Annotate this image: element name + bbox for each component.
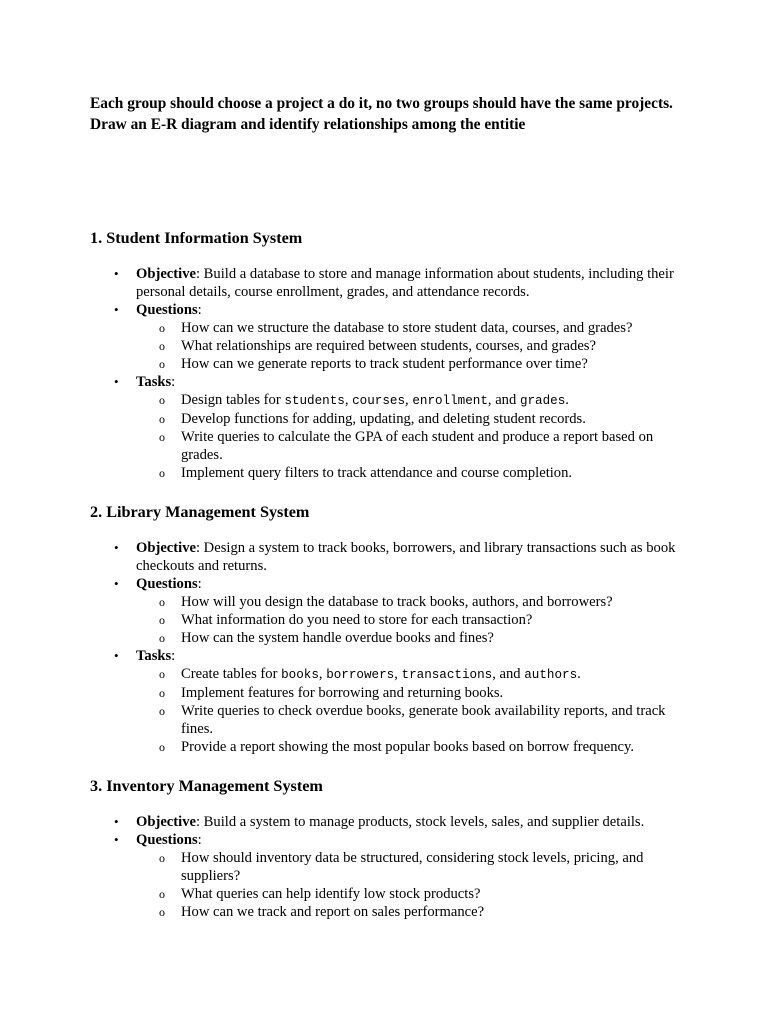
section-title: 3. Inventory Management System: [90, 777, 323, 795]
code-name: grades: [519, 394, 566, 408]
separator: , and: [487, 392, 520, 408]
question-item: [136, 849, 690, 885]
code-name: books: [281, 668, 319, 682]
section-inventory-management-system: [90, 776, 690, 921]
colon-text: :: [171, 648, 176, 664]
objective-item: [90, 539, 690, 575]
code-name: borrowers: [326, 668, 395, 682]
bullet-icon: •: [114, 832, 119, 847]
objective-item: [90, 265, 690, 301]
task-prefix: Design tables for: [181, 392, 285, 408]
objective-label: Objective: [136, 814, 196, 830]
separator: , and: [492, 666, 525, 682]
question-text: What relationships are required between students, courses, and grades?: [181, 338, 596, 354]
circle-bullet-icon: o: [159, 613, 165, 627]
sub-list: [136, 593, 690, 647]
questions-item: [90, 301, 690, 373]
circle-bullet-icon: o: [159, 393, 165, 407]
circle-bullet-icon: o: [159, 631, 165, 645]
circle-bullet-icon: o: [159, 339, 165, 353]
questions-label: Questions: [136, 302, 198, 318]
bullet-icon: •: [114, 648, 119, 663]
question-text: How can we generate reports to track student performance over time?: [181, 356, 588, 372]
objective-item: [90, 813, 690, 831]
circle-bullet-icon: o: [159, 667, 165, 681]
question-text: How can we structure the database to store student data, courses, and grades?: [181, 320, 633, 336]
bullet-list: [90, 813, 690, 921]
sub-list: [136, 849, 690, 921]
section-title: 2. Library Management System: [90, 503, 310, 521]
circle-bullet-icon: o: [159, 466, 165, 480]
task-text: Implement features for borrowing and returning books.: [181, 685, 504, 701]
circle-bullet-icon: o: [159, 887, 165, 901]
question-item: [136, 593, 690, 611]
section-library-management-system: [90, 502, 690, 756]
sub-list: [136, 665, 690, 756]
circle-bullet-icon: o: [159, 704, 165, 718]
task-text: Provide a report showing the most popular books based on borrow frequency.: [181, 739, 634, 755]
sub-list: [136, 319, 690, 373]
question-text: How can the system handle overdue books and fines?: [181, 630, 494, 646]
bullet-list: [90, 265, 690, 482]
tasks-label: Tasks: [136, 374, 172, 390]
task-item: [136, 702, 690, 738]
code-name: transactions: [401, 668, 493, 682]
task-item: [136, 464, 690, 482]
objective-text: : Design a system to track books, borrowers, and library transactions such as book checkouts and returns.: [136, 540, 676, 574]
question-text: How will you design the database to track books, authors, and borrowers?: [181, 594, 613, 610]
circle-bullet-icon: o: [159, 686, 165, 700]
code-name: students: [284, 394, 345, 408]
questions-item: [90, 575, 690, 647]
objective-text: : Build a database to store and manage information about students, including their personal details, course enrollment, grades, and attendance records.: [136, 266, 674, 300]
circle-bullet-icon: o: [159, 430, 165, 444]
task-item: [136, 738, 690, 756]
question-text: What information do you need to store for each transaction?: [181, 612, 533, 628]
task-item: [136, 410, 690, 428]
bullet-icon: •: [114, 374, 119, 389]
questions-label: Questions: [136, 832, 198, 848]
bullet-icon: •: [114, 540, 119, 555]
colon-text: :: [197, 302, 202, 318]
question-item: [136, 337, 690, 355]
task-text: Write queries to calculate the GPA of each student and produce a report based on grades.: [181, 429, 654, 463]
circle-bullet-icon: o: [159, 412, 165, 426]
question-item: [136, 319, 690, 337]
task-prefix: Create tables for: [181, 666, 282, 682]
objective-label: Objective: [136, 266, 196, 282]
circle-bullet-icon: o: [159, 740, 165, 754]
separator: ,: [318, 666, 327, 682]
questions-item: [90, 831, 690, 921]
circle-bullet-icon: o: [159, 321, 165, 335]
section-title: 1. Student Information System: [90, 229, 303, 247]
bullet-icon: •: [114, 814, 119, 829]
objective-label: Objective: [136, 540, 196, 556]
bullet-list: [90, 539, 690, 756]
objective-text: : Build a system to manage products, stock levels, sales, and supplier details.: [195, 814, 645, 830]
colon-text: :: [197, 576, 202, 592]
separator: ,: [344, 392, 353, 408]
circle-bullet-icon: o: [159, 905, 165, 919]
question-text: How should inventory data be structured, considering stock levels, pricing, and suppliers?: [181, 850, 644, 884]
period: .: [577, 666, 581, 682]
bullet-icon: •: [114, 266, 119, 281]
colon-text: :: [171, 374, 176, 390]
question-item: [136, 903, 690, 921]
circle-bullet-icon: o: [159, 357, 165, 371]
sub-list: [136, 391, 690, 482]
bullet-icon: •: [114, 576, 119, 591]
tasks-item: [90, 647, 690, 756]
section-student-information-system: [90, 228, 690, 482]
task-text: Develop functions for adding, updating, and deleting student records.: [181, 411, 586, 427]
questions-label: Questions: [136, 576, 198, 592]
task-item: [136, 391, 690, 410]
bullet-icon: •: [114, 302, 119, 317]
tasks-label: Tasks: [136, 648, 172, 664]
intro-paragraph: Each group should choose a project a do it, no two groups should have the same projects. Draw an E-R diagram and identify relationships among the entitie: [90, 95, 673, 133]
task-item: [136, 684, 690, 702]
question-text: How can we track and report on sales performance?: [181, 904, 485, 920]
separator: ,: [405, 392, 413, 408]
tasks-item: [90, 373, 690, 482]
question-item: [136, 355, 690, 373]
circle-bullet-icon: o: [159, 595, 165, 609]
task-text: Write queries to check overdue books, generate book availability reports, and track fines.: [181, 703, 666, 737]
task-item: [136, 428, 690, 464]
task-item: [136, 665, 690, 684]
question-item: [136, 885, 690, 903]
code-name: courses: [352, 394, 406, 408]
code-name: enrollment: [412, 394, 488, 408]
code-name: authors: [524, 668, 578, 682]
question-item: [136, 611, 690, 629]
colon-text: :: [197, 832, 202, 848]
task-text: Implement query filters to track attendance and course completion.: [181, 465, 573, 481]
period: .: [565, 392, 569, 408]
question-item: [136, 629, 690, 647]
separator: ,: [394, 666, 402, 682]
circle-bullet-icon: o: [159, 851, 165, 865]
question-text: What queries can help identify low stock products?: [181, 886, 481, 902]
